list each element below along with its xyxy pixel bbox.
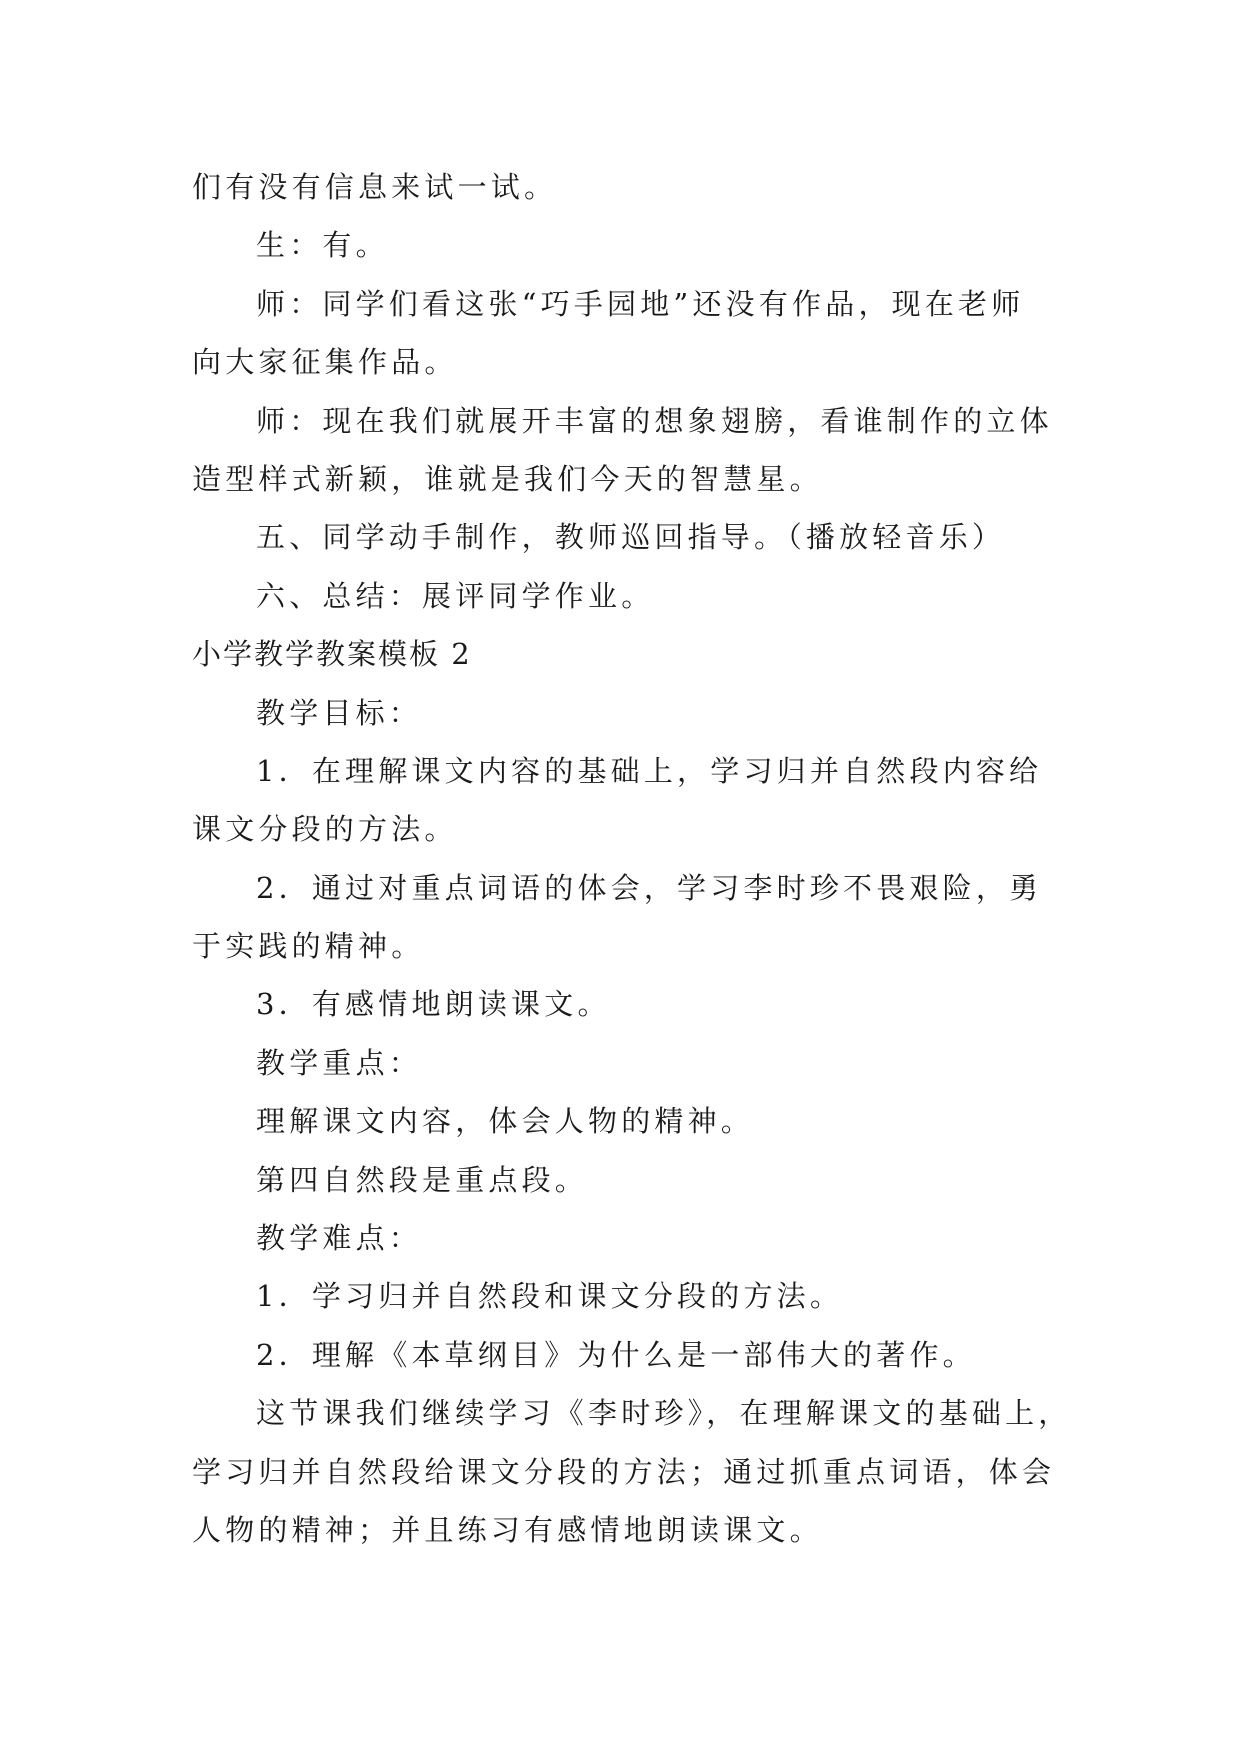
text-line: 们有没有信息来试一试。	[192, 170, 558, 204]
text-line: 1．在理解课文内容的基础上，学习归并自然段内容给	[256, 753, 1043, 788]
document-body	[192, 158, 1072, 1559]
text-line: 六、总结：展评同学作业。	[256, 578, 655, 613]
text-line: 这节课我们继续学习《李时珍》，在理解课文的基础上，	[256, 1396, 1072, 1431]
text-line: 教学重点：	[256, 1045, 423, 1080]
text-line: 人物的精神；并且练习有感情地朗读课文。	[192, 1512, 823, 1547]
text-line: 3．有感情地朗读课文。	[256, 987, 611, 1022]
text-line: 生：有。	[256, 228, 389, 263]
text-line: 2．通过对重点词语的体会，学习李时珍不畏艰险，勇	[256, 870, 1043, 905]
text-line: 师：同学们看这张“巧手园地”还没有作品，现在老师	[256, 286, 1025, 321]
section-heading: 小学教学教案模板 2	[192, 637, 472, 672]
text-line: 课文分段的方法。	[192, 812, 458, 847]
text-line: 向大家征集作品。	[192, 345, 458, 380]
text-line: 于实践的精神。	[192, 929, 425, 964]
text-line: 教学目标：	[256, 695, 423, 730]
text-line: 造型样式新颖，谁就是我们今天的智慧星。	[192, 461, 823, 496]
text-line: 师：现在我们就展开丰富的想象翅膀，看谁制作的立体	[256, 403, 1053, 438]
text-line: 理解课文内容，体会人物的精神。	[256, 1104, 755, 1139]
text-line: 1．学习归并自然段和课文分段的方法。	[256, 1279, 844, 1314]
text-line: 学习归并自然段给课文分段的方法；通过抓重点词语，体会	[192, 1454, 1056, 1489]
text-line: 第四自然段是重点段。	[256, 1162, 589, 1197]
text-line: 五、同学动手制作，教师巡回指导。（播放轻音乐）	[256, 520, 1006, 555]
text-line: 教学难点：	[256, 1221, 423, 1256]
text-line: 2．理解《本草纲目》为什么是一部伟大的著作。	[256, 1337, 976, 1372]
